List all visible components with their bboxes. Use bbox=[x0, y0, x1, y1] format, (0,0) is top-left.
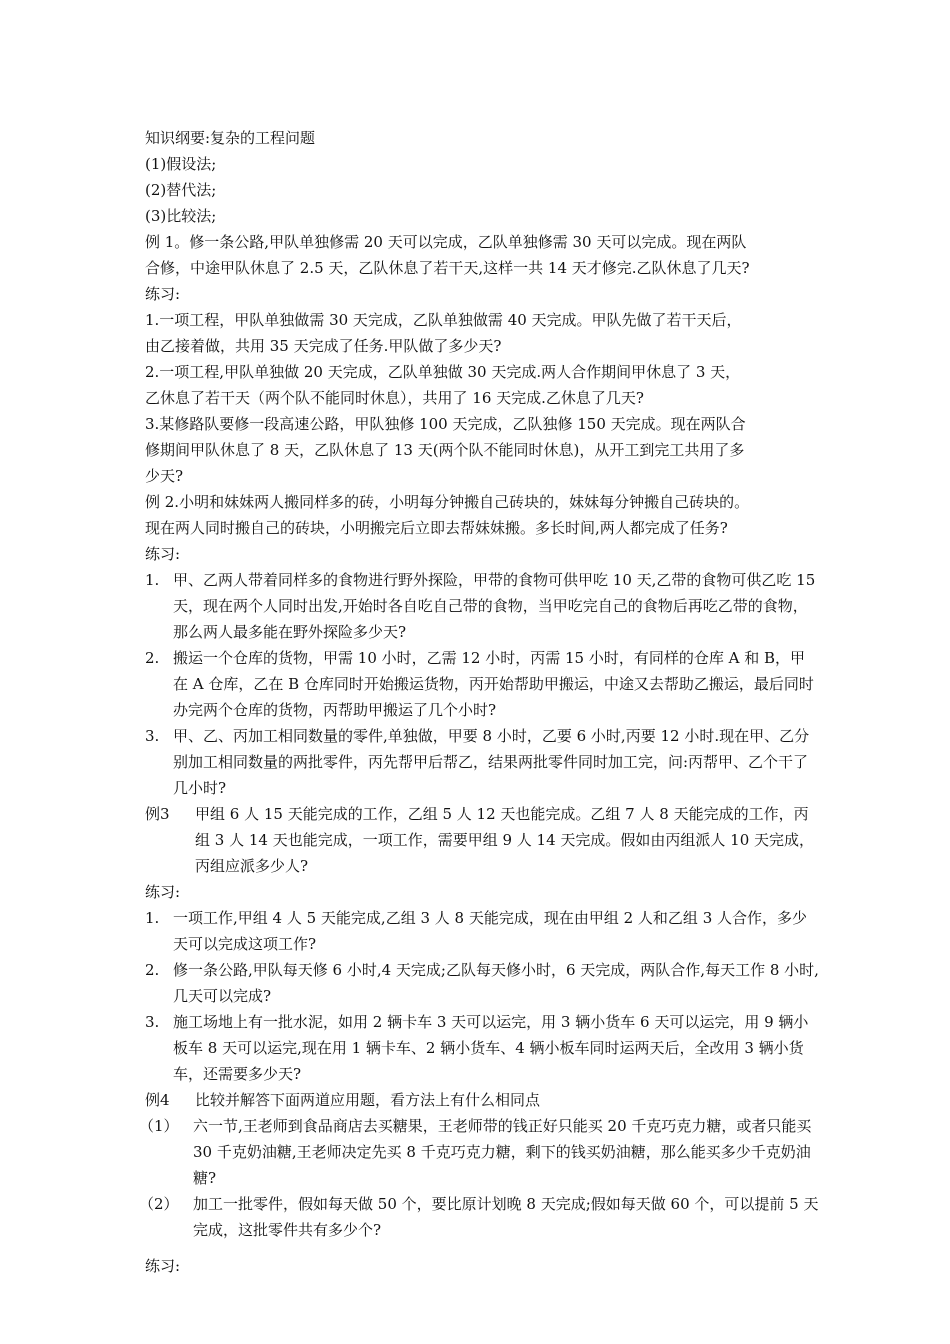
list-marker: 2. bbox=[145, 649, 160, 667]
method-3: (3)比较法; bbox=[145, 207, 217, 225]
list-text: 甲、乙两人带着同样多的食物进行野外探险，甲带的食物可供甲吃 10 天,乙带的食物可供乙吃 15 天，现在两个人同时出发,开始时各自吃自己带的食物，当甲吃完自己的食物后再吃乙带的食物，那么两人最多能在野外探险多少天? bbox=[173, 571, 816, 641]
practice-1-item-2-line-2: 乙休息了若干天（两个队不能同时休息），共用了 16 天完成.乙休息了几天? bbox=[145, 389, 644, 407]
practice-label: 练习: bbox=[145, 285, 181, 303]
list-marker: 1. bbox=[145, 909, 160, 927]
example-1-line-2: 合修，中途甲队休息了 2.5 天，乙队休息了若干天,这样一共 14 天才修完.乙队休息了几天? bbox=[145, 259, 750, 277]
list-text: 修一条公路,甲队每天修 6 小时,4 天完成;乙队每天修小时，6 天完成，两队合作,每天工作 8 小时,几天可以完成? bbox=[173, 961, 819, 1005]
example-text: 甲组 6 人 15 天能完成的工作，乙组 5 人 12 天也能完成。乙组 7 人 8 天能完成的工作，丙组 3 人 14 天也能完成，一项工作，需要甲组 9 人 14 天完成。假如由丙组派人 10 天完成，丙组应派多少人? bbox=[195, 805, 815, 875]
list-text: 搬运一个仓库的货物，甲需 10 小时，乙需 12 小时，丙需 15 小时，有同样的仓库 A 和 B，甲在 A 仓库，乙在 B 仓库同时开始搬运货物，丙开始帮助甲搬运，中途又去帮助乙搬运，最后同时办完两个仓库的货物，丙帮助甲搬运了几个小时? bbox=[173, 649, 814, 719]
spacer bbox=[145, 1243, 820, 1253]
list-text: 甲、乙、丙加工相同数量的零件,单独做，甲要 8 小时，乙要 6 小时,丙要 12 小时.现在甲、乙分别加工相同数量的两批零件，丙先帮甲后帮乙，结果两批零件同时加工完，问:丙帮甲、乙个干了几小时? bbox=[173, 727, 810, 797]
practice-1-item-3-line-1: 3.某修路队要修一段高速公路，甲队独修 100 天完成，乙队独修 150 天完成。现在两队合 bbox=[145, 415, 746, 433]
document-body bbox=[139, 125, 820, 1279]
practice-label: 练习: bbox=[145, 883, 181, 901]
practice-1-item-1-line-2: 由乙接着做，共用 35 天完成了任务.甲队做了多少天? bbox=[145, 337, 502, 355]
example-marker: 例4 bbox=[145, 1091, 170, 1109]
list-text: 施工场地上有一批水泥，如用 2 辆卡车 3 天可以运完，用 3 辆小货车 6 天可以运完，用 9 辆小板车 8 天可以运完,现在用 1 辆卡车、2 辆小货车、4 辆小板车同时运两天后，全改用 3 辆小货车，还需要多少天? bbox=[173, 1013, 809, 1083]
list-item bbox=[145, 1009, 820, 1087]
example-3 bbox=[145, 801, 820, 879]
list-marker: 2. bbox=[145, 961, 160, 979]
method-2: (2)替代法; bbox=[145, 181, 217, 199]
example-2-line-2: 现在两人同时搬自己的砖块，小明搬完后立即去帮妹妹搬。多长时间,两人都完成了任务? bbox=[145, 519, 728, 537]
list-marker: （1） bbox=[139, 1117, 179, 1135]
list-marker: （2） bbox=[139, 1195, 179, 1213]
method-1: (1)假设法; bbox=[145, 155, 217, 173]
example-text: 比较并解答下面两道应用题，看方法上有什么相同点 bbox=[195, 1091, 541, 1109]
list-item bbox=[145, 723, 820, 801]
list-item bbox=[145, 567, 820, 645]
example-2-line-1: 例 2.小明和妹妹两人搬同样多的砖，小明每分钟搬自己砖块的，妹妹每分钟搬自己砖块的。 bbox=[145, 493, 750, 511]
list-item bbox=[145, 645, 820, 723]
example-4 bbox=[145, 1087, 820, 1113]
example-1-line-1: 例 1。修一条公路,甲队单独修需 20 天可以完成，乙队单独修需 30 天可以完成。现在两队 bbox=[145, 233, 747, 251]
practice-label: 练习: bbox=[145, 1257, 181, 1275]
practice-1-item-1-line-1: 1.一项工程，甲队单独做需 30 天完成，乙队单独做需 40 天完成。甲队先做了若干天后， bbox=[145, 311, 742, 329]
list-item bbox=[145, 905, 820, 957]
practice-1-item-3-line-3: 少天? bbox=[145, 467, 184, 485]
list-item bbox=[145, 957, 820, 1009]
list-marker: 3. bbox=[145, 1013, 160, 1031]
practice-label: 练习: bbox=[145, 545, 181, 563]
section-title: 知识纲要:复杂的工程问题 bbox=[145, 129, 316, 147]
list-marker: 1. bbox=[145, 571, 160, 589]
list-item bbox=[139, 1113, 820, 1191]
list-text: 六一节,王老师到食品商店去买糖果，王老师带的钱正好只能买 20 千克巧克力糖，或者只能买 30 千克奶油糖,王老师决定先买 8 千克巧克力糖，剩下的钱买奶油糖，那么能买多少千克奶油糖? bbox=[193, 1117, 812, 1187]
example-marker: 例3 bbox=[145, 805, 170, 823]
list-item bbox=[139, 1191, 820, 1243]
list-marker: 3. bbox=[145, 727, 160, 745]
practice-1-item-3-line-2: 修期间甲队休息了 8 天，乙队休息了 13 天(两个队不能同时休息)，从开工到完工共用了多 bbox=[145, 441, 745, 459]
list-text: 加工一批零件，假如每天做 50 个，要比原计划晚 8 天完成;假如每天做 60 个，可以提前 5 天完成，这批零件共有多少个? bbox=[193, 1195, 819, 1239]
list-text: 一项工作,甲组 4 人 5 天能完成,乙组 3 人 8 天能完成，现在由甲组 2 人和乙组 3 人合作，多少天可以完成这项工作? bbox=[173, 909, 808, 953]
practice-1-item-2-line-1: 2.一项工程,甲队单独做 20 天完成，乙队单独做 30 天完成.两人合作期间甲休息了 3 天， bbox=[145, 363, 741, 381]
